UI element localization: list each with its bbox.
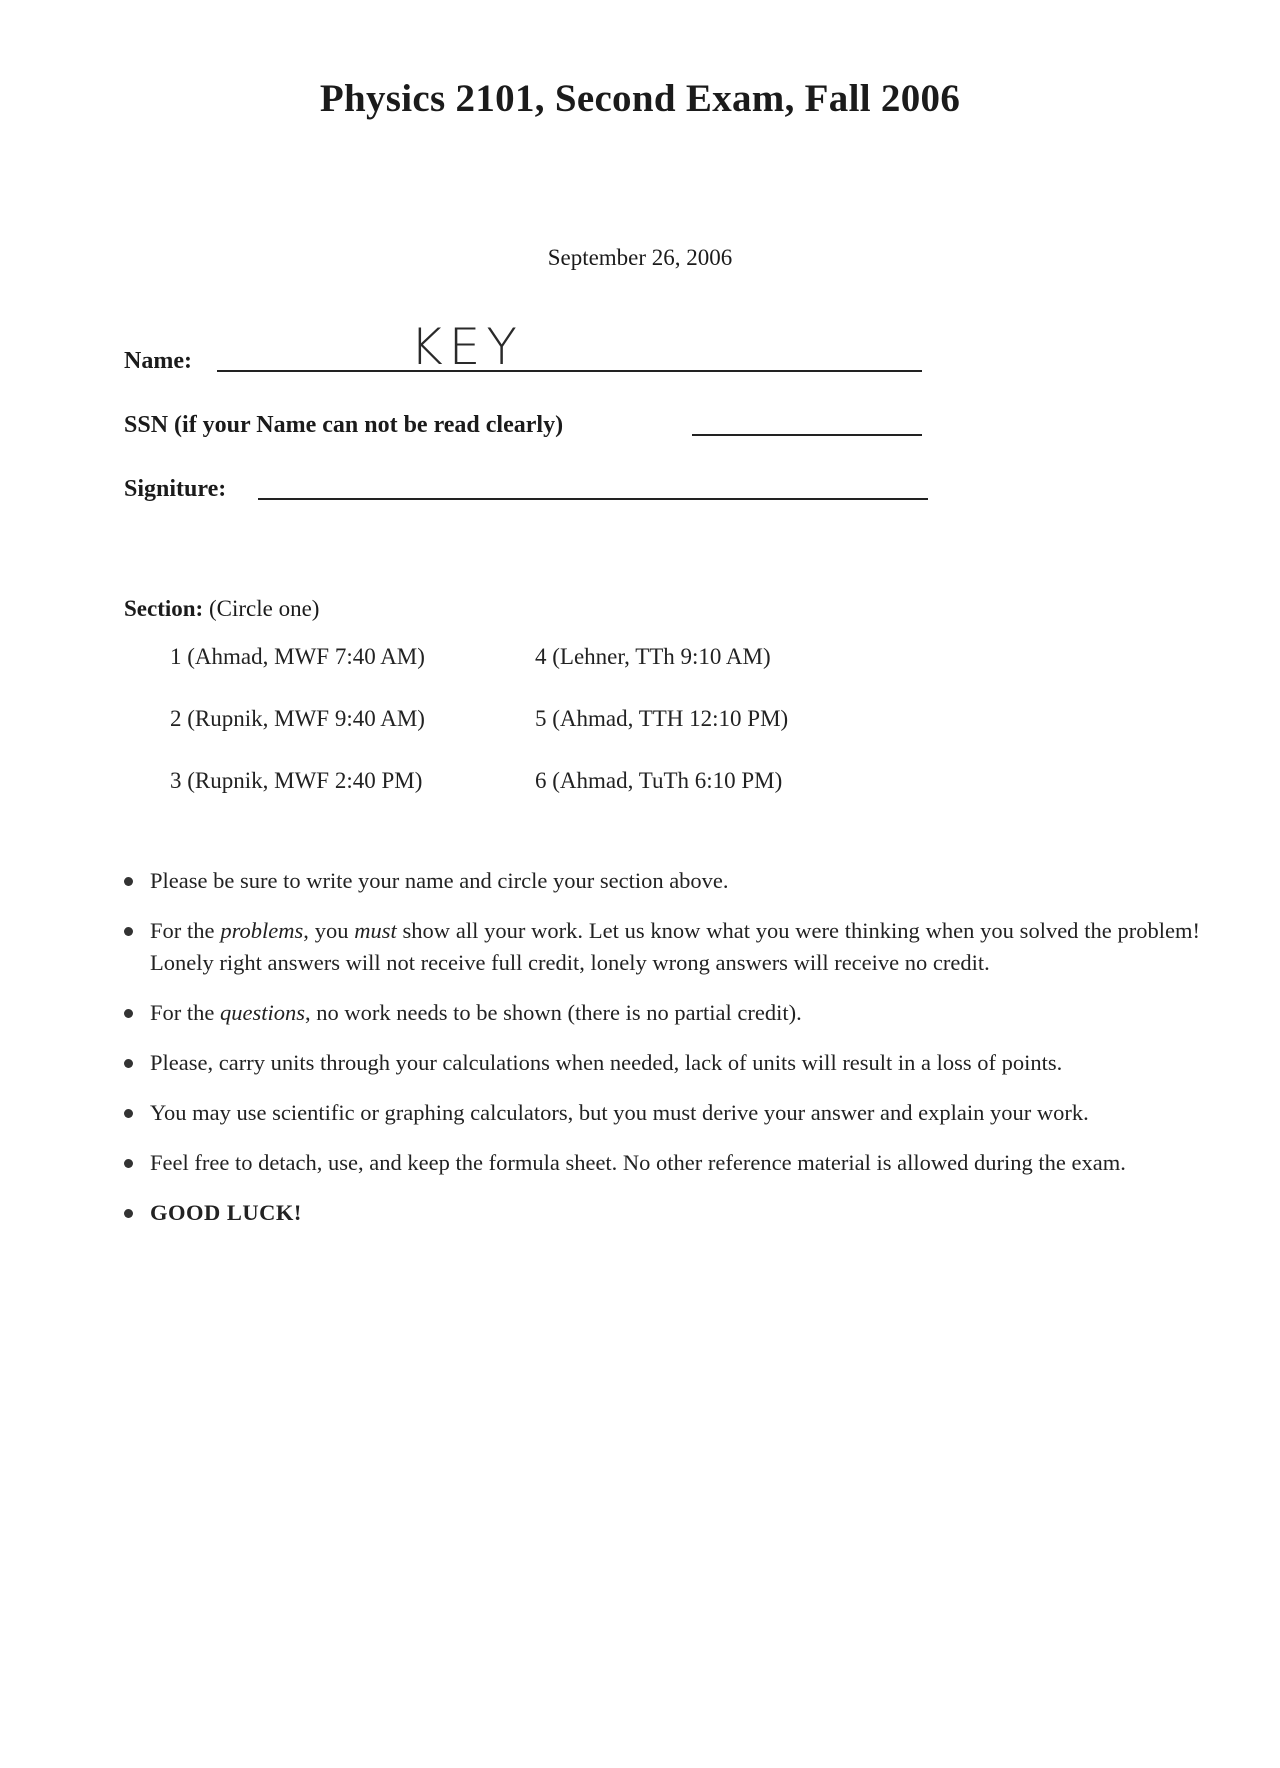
instruction-text: Please, carry units through your calculations when needed, lack of units will result in a loss of points.: [150, 1050, 1063, 1075]
section-option-3[interactable]: 3 (Rupnik, MWF 2:40 PM): [170, 768, 423, 793]
instruction-item: [120, 865, 1200, 897]
section-option-4[interactable]: 4 (Lehner, TTh 9:10 AM): [535, 644, 771, 669]
instruction-item: [120, 915, 1200, 979]
signature-line[interactable]: [258, 498, 928, 500]
instruction-emphasis: questions: [220, 1000, 306, 1025]
name-handwritten-value: KEY: [410, 318, 523, 376]
instructions-list: [120, 865, 1200, 1247]
bullet-icon: [124, 927, 133, 936]
section-option-6[interactable]: 6 (Ahmad, TuTh 6:10 PM): [535, 768, 783, 793]
section-heading: [124, 596, 319, 622]
bullet-icon: [124, 1159, 133, 1168]
instruction-text: , no work needs to be shown (there is no partial credit).: [305, 1000, 802, 1025]
bullet-icon: [124, 1209, 133, 1218]
instruction-text: Please be sure to write your name and circle your section above.: [150, 868, 729, 893]
instruction-item: [120, 1147, 1200, 1179]
section-option-1[interactable]: 1 (Ahmad, MWF 7:40 AM): [170, 644, 425, 669]
instruction-text: For the: [150, 1000, 220, 1025]
instruction-text: For the: [150, 918, 221, 943]
instruction-text: You may use scientific or graphing calculators, but you must derive your answer and explain your work.: [150, 1100, 1089, 1125]
instruction-item: [120, 997, 1200, 1029]
exam-date: September 26, 2006: [547, 245, 733, 270]
signature-label: Signiture:: [124, 476, 227, 502]
name-line[interactable]: [217, 370, 922, 372]
ssn-label: SSN (if your Name can not be read clearly): [124, 412, 564, 438]
ssn-line[interactable]: [692, 434, 922, 436]
section-option-2[interactable]: 2 (Rupnik, MWF 9:40 AM): [170, 706, 425, 731]
instruction-item: [120, 1197, 1200, 1229]
instruction-text: , you: [303, 918, 355, 943]
instruction-item: [120, 1047, 1200, 1079]
section-label: Section:: [124, 596, 204, 621]
instruction-text: GOOD LUCK!: [150, 1200, 302, 1225]
instruction-emphasis: must: [354, 918, 397, 943]
bullet-icon: [124, 1009, 133, 1018]
instruction-emphasis: problems: [220, 918, 304, 943]
bullet-icon: [124, 1059, 133, 1068]
bullet-icon: [124, 1109, 133, 1118]
instruction-item: [120, 1097, 1200, 1129]
bullet-icon: [124, 877, 133, 886]
section-hint: (Circle one): [208, 596, 320, 621]
name-label: Name:: [124, 348, 192, 374]
instruction-text: show all your work. Let us know what you were thinking when you solved the problem! Lonely right answers will not receive full credit, lonely wrong answers will receive no credit.: [150, 918, 1200, 975]
section-option-5[interactable]: 5 (Ahmad, TTH 12:10 PM): [535, 706, 789, 731]
instruction-text: Feel free to detach, use, and keep the formula sheet. No other reference material is allowed during the exam.: [150, 1150, 1126, 1175]
exam-title: Physics 2101, Second Exam, Fall 2006: [319, 77, 961, 120]
